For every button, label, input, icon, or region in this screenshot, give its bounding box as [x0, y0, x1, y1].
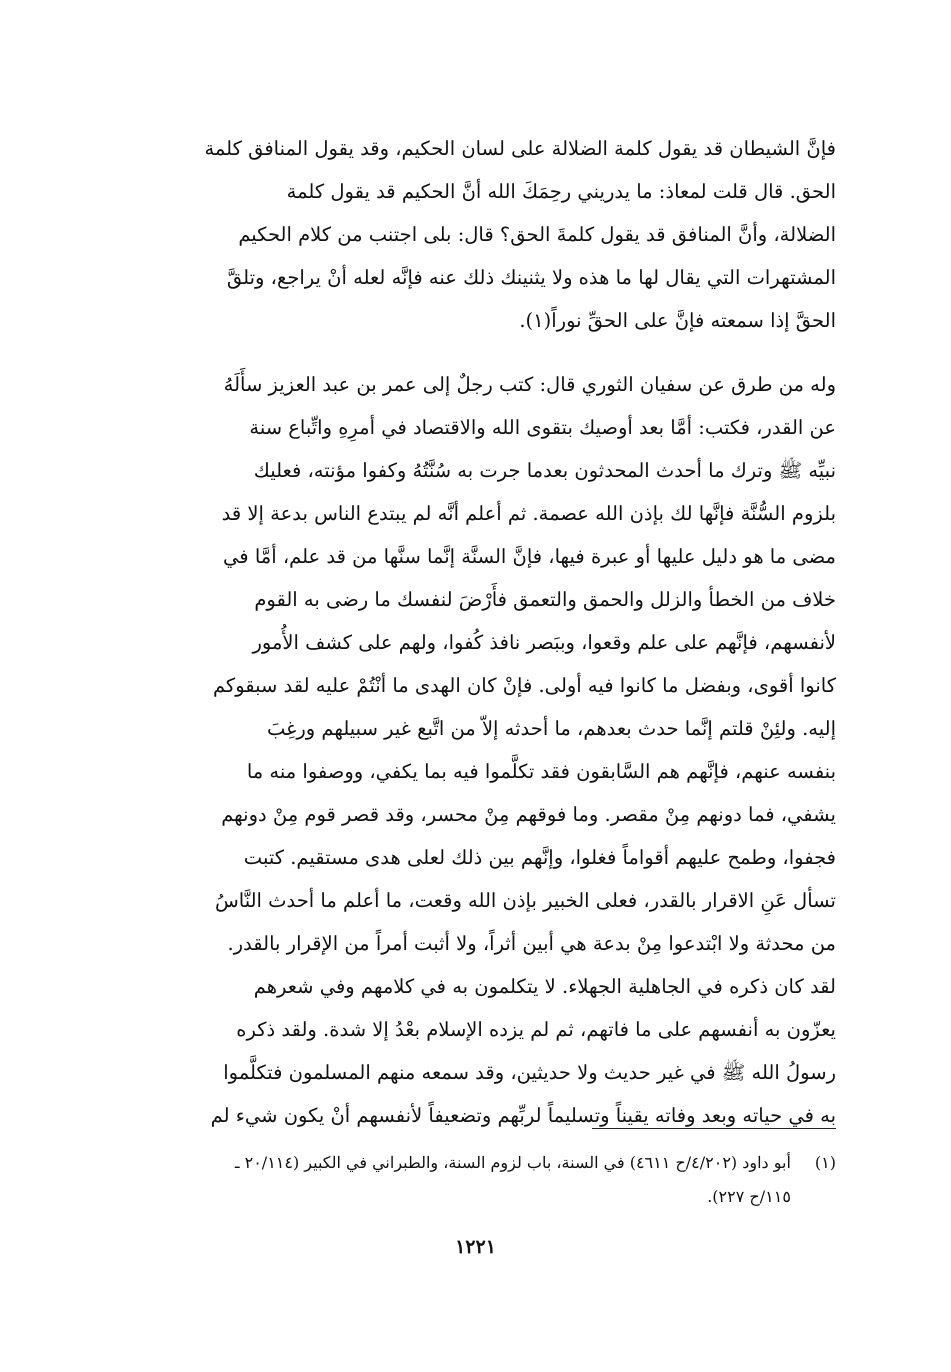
text-line: مضى ما هو دليل عليها أو عبرة فيها، فإنَّ السنَّة إنَّما سنَّها من قد علم، أمَّا في	[223, 545, 836, 568]
footnote-divider	[592, 1128, 836, 1129]
text-line: لأنفسهم، فإنَّهم على علم وقعوا، وببَصر نافذ كُفوا، ولهم على كشف الأُمور	[252, 631, 836, 654]
text-line: تسأل عَنِ الاقرار بالقدر، فعلى الخبير بإذن الله وقعت، ما أعلم ما أحدث النَّاسُ	[214, 889, 836, 912]
text-line: من محدثة ولا ابْتدعوا مِنْ بدعة هي أبين أثراً، ولا أثبت أمراً من الإقرار بالقدر.	[227, 932, 836, 955]
text-line: بلزوم السُّنَّة فإنَّها لك بإذن الله عصمة. ثم أعلم أنَّه لم يبتدع الناس بدعة إلا قد	[221, 502, 836, 525]
text-line: بنفسه عنهم، فإنَّهم هم السَّابقون فقد تكلَّموا فيه بما يكفي، ووصفوا منه ما	[246, 760, 836, 783]
footnotes	[118, 1146, 836, 1214]
text-line: فجفوا، وطمح عليهم أقواماً فغلوا، وإنَّهم بين ذلك لعلى هدى مستقيم. كتبت	[243, 846, 836, 869]
text-line: نبيِّه ﷺ وترك ما أحدث المحدثون بعدما جرت به سُنَّتُهُ وكفوا مؤنته، فعليك	[253, 459, 836, 482]
footnote-line	[118, 1180, 836, 1214]
text-line: يعزّون به أنفسهم على ما فاتهم، ثم لم يزده الإسلام بعْدُ إلا شدة. ولقد ذكره	[236, 1018, 836, 1041]
text-line: الحقَّ إذا سمعته فإنَّ على الحقِّ نوراً(١).	[519, 309, 836, 332]
text-line: به في حياته وبعد وفاته يقيناً وتسليماً لربِّهم وتضعيفاً لأنفسهم أنْ يكون شيء لم	[210, 1104, 836, 1127]
paragraph-1	[118, 127, 836, 342]
text-line: فإنَّ الشيطان قد يقول كلمة الضلالة على لسان الحكيم، وقد يقول المنافق كلمة	[204, 137, 836, 160]
text-line: الضلالة، وأنَّ المنافق قد يقول كلمةَ الحق؟ قال: بلى اجتنب من كلام الحكيم	[238, 223, 836, 246]
text-line: الحق. قال قلت لمعاذ: ما يدريني رحِمَكَ الله أنَّ الحكيم قد يقول كلمة	[286, 180, 836, 203]
text-line: رسولُ الله ﷺ في غير حديث ولا حديثين، وقد سمعه منهم المسلمون فتكلَّموا	[223, 1061, 836, 1084]
page-number: ١٢٢١	[455, 1236, 496, 1258]
text-line: لقد كان ذكره في الجاهلية الجهلاء. لا يتكلمون به في كلامهم وفي شعرهم	[253, 975, 836, 998]
footnote-line	[118, 1146, 836, 1180]
paragraph-2	[118, 363, 836, 1137]
footnote-number: (١)	[814, 1153, 836, 1172]
footnote-text: ١١٥/ح ٢٢٧).	[707, 1187, 791, 1206]
text-line: المشتهرات التي يقال لها ما هذه ولا يثنينك ذلك عنه فإنَّه لعله أنْ يراجع، وتلقَّ	[226, 266, 836, 289]
footnote-text: أبو داود (٤/٢٠٢/ح ٤٦١١) في السنة، باب لزوم السنة، والطبراني في الكبير (٢٠/١١٤ ـ	[234, 1153, 791, 1172]
text-line: كانوا أقوى، وبفضل ما كانوا فيه أولى. فإنْ كان الهدى ما أنْتُمْ عليه لقد سبقوكم	[212, 674, 836, 697]
text-line: إليه. ولئِنْ قلتم إنَّما حدث بعدهم، ما أحدثه إلاّ من اتَّبع غير سبيلهم ورغِبَ	[267, 717, 836, 740]
text-line: عن القدر، فكتب: أمَّا بعد أوصيك بتقوى الله والاقتصاد في أمرِهِ واتِّباع سنة	[249, 416, 836, 439]
text-line: يشفي، فما دونهم مِنْ مقصر. وما فوقهم مِنْ محسر، وقد قصر قوم مِنْ دونهم	[221, 803, 836, 826]
text-line: وله من طرق عن سفيان الثوري قال: كتب رجلٌ إلى عمر بن عبد العزيز سأَلَهُ	[223, 373, 836, 396]
text-line: خلاف من الخطأ والزلل والحمق والتعمق فأَرْضَ لنفسك ما رضى به القوم	[254, 588, 836, 611]
